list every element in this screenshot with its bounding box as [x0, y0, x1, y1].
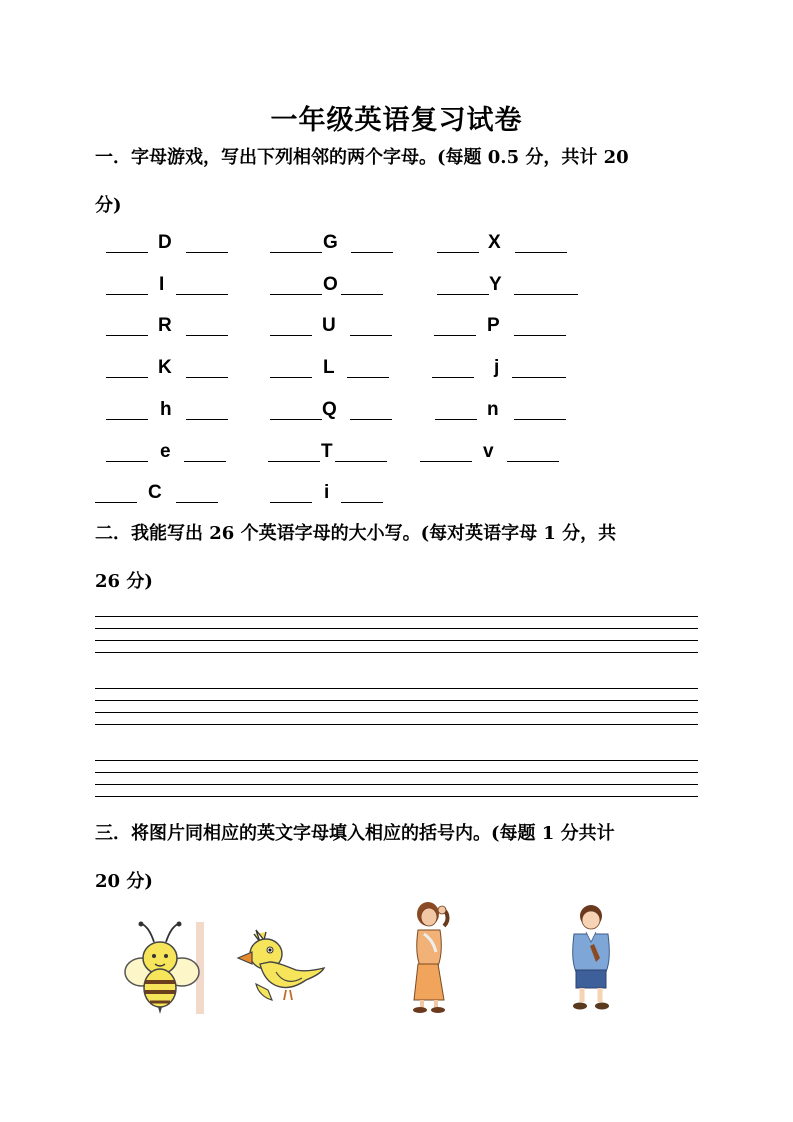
answer-blank[interactable]: [106, 335, 148, 336]
letter-U: U: [322, 315, 336, 336]
writing-line[interactable]: [95, 688, 698, 689]
writing-line[interactable]: [95, 772, 698, 773]
writing-line[interactable]: [95, 712, 698, 713]
answer-blank[interactable]: [186, 377, 228, 378]
writing-line[interactable]: [95, 628, 698, 629]
answer-blank[interactable]: [514, 294, 578, 295]
writing-line[interactable]: [95, 760, 698, 761]
answer-blank[interactable]: [341, 294, 383, 295]
letter-O: O: [323, 274, 338, 295]
writing-line[interactable]: [95, 724, 698, 725]
answer-blank[interactable]: [434, 335, 476, 336]
section1-heading-line2: 分): [95, 195, 122, 216]
answer-blank[interactable]: [270, 419, 322, 420]
answer-blank[interactable]: [347, 377, 389, 378]
letter-n: n: [487, 399, 499, 420]
answer-blank[interactable]: [437, 252, 479, 253]
answer-blank[interactable]: [341, 502, 383, 503]
writing-line[interactable]: [95, 652, 698, 653]
letter-G: G: [323, 232, 338, 253]
letter-R: R: [158, 315, 172, 336]
answer-blank[interactable]: [106, 377, 148, 378]
answer-blank[interactable]: [106, 419, 148, 420]
letter-T: T: [321, 441, 333, 462]
answer-blank[interactable]: [186, 419, 228, 420]
section3-heading: [95, 810, 700, 906]
answer-blank[interactable]: [515, 252, 567, 253]
letter-Y: Y: [489, 274, 502, 295]
letter-X: X: [488, 232, 501, 253]
letter-h: h: [160, 399, 172, 420]
section1-heading-line1: 一．字母游戏，写出下列相邻的两个字母。(每题 0.5 分，共计 20: [95, 147, 629, 168]
section3-heading-line1: 三．将图片同相应的英文字母填入相应的括号内。(每题 1 分共计: [95, 823, 615, 844]
answer-blank[interactable]: [514, 419, 566, 420]
letter-C: C: [148, 482, 162, 503]
boy-icon: [566, 902, 616, 1014]
writing-line[interactable]: [95, 616, 698, 617]
answer-blank[interactable]: [186, 335, 228, 336]
answer-blank[interactable]: [420, 461, 472, 462]
answer-blank[interactable]: [106, 252, 148, 253]
answer-blank[interactable]: [186, 252, 228, 253]
letter-P: P: [487, 315, 500, 336]
answer-blank[interactable]: [270, 502, 312, 503]
answer-blank[interactable]: [270, 252, 322, 253]
writing-line[interactable]: [95, 796, 698, 797]
section3-heading-line2: 20 分): [95, 871, 153, 892]
answer-blank[interactable]: [437, 294, 489, 295]
answer-blank[interactable]: [184, 461, 226, 462]
writing-line[interactable]: [95, 784, 698, 785]
writing-line[interactable]: [95, 640, 698, 641]
woman-icon: [402, 900, 458, 1016]
answer-blank[interactable]: [512, 377, 566, 378]
answer-blank[interactable]: [270, 335, 312, 336]
page-title: 一年级英语复习试卷: [270, 105, 523, 136]
answer-blank[interactable]: [106, 461, 148, 462]
answer-blank[interactable]: [335, 461, 387, 462]
letter-i: i: [324, 482, 330, 503]
answer-blank[interactable]: [432, 377, 474, 378]
answer-blank[interactable]: [268, 461, 320, 462]
answer-blank[interactable]: [176, 294, 228, 295]
section1-heading: [95, 134, 700, 230]
answer-blank[interactable]: [351, 252, 393, 253]
answer-blank[interactable]: [350, 419, 392, 420]
letter-j: j: [494, 357, 500, 378]
letter-L: L: [323, 357, 335, 378]
bee-icon: [120, 920, 206, 1016]
section2-heading-line2: 26 分): [95, 571, 153, 592]
answer-blank[interactable]: [106, 294, 148, 295]
letter-e: e: [160, 441, 171, 462]
writing-line[interactable]: [95, 700, 698, 701]
answer-blank[interactable]: [270, 294, 322, 295]
answer-blank[interactable]: [435, 419, 477, 420]
letter-v: v: [483, 441, 494, 462]
answer-blank[interactable]: [507, 461, 559, 462]
answer-blank[interactable]: [176, 502, 218, 503]
letter-I: I: [159, 274, 165, 295]
answer-blank[interactable]: [270, 377, 312, 378]
section2-heading: [95, 510, 700, 606]
section2-heading-line1: 二．我能写出 26 个英语字母的大小写。(每对英语字母 1 分，共: [95, 523, 617, 544]
bird-icon: [236, 928, 326, 1008]
letter-K: K: [158, 357, 172, 378]
answer-blank[interactable]: [514, 335, 566, 336]
letter-D: D: [158, 232, 172, 253]
answer-blank[interactable]: [350, 335, 392, 336]
answer-blank[interactable]: [95, 502, 137, 503]
letter-Q: Q: [322, 399, 337, 420]
